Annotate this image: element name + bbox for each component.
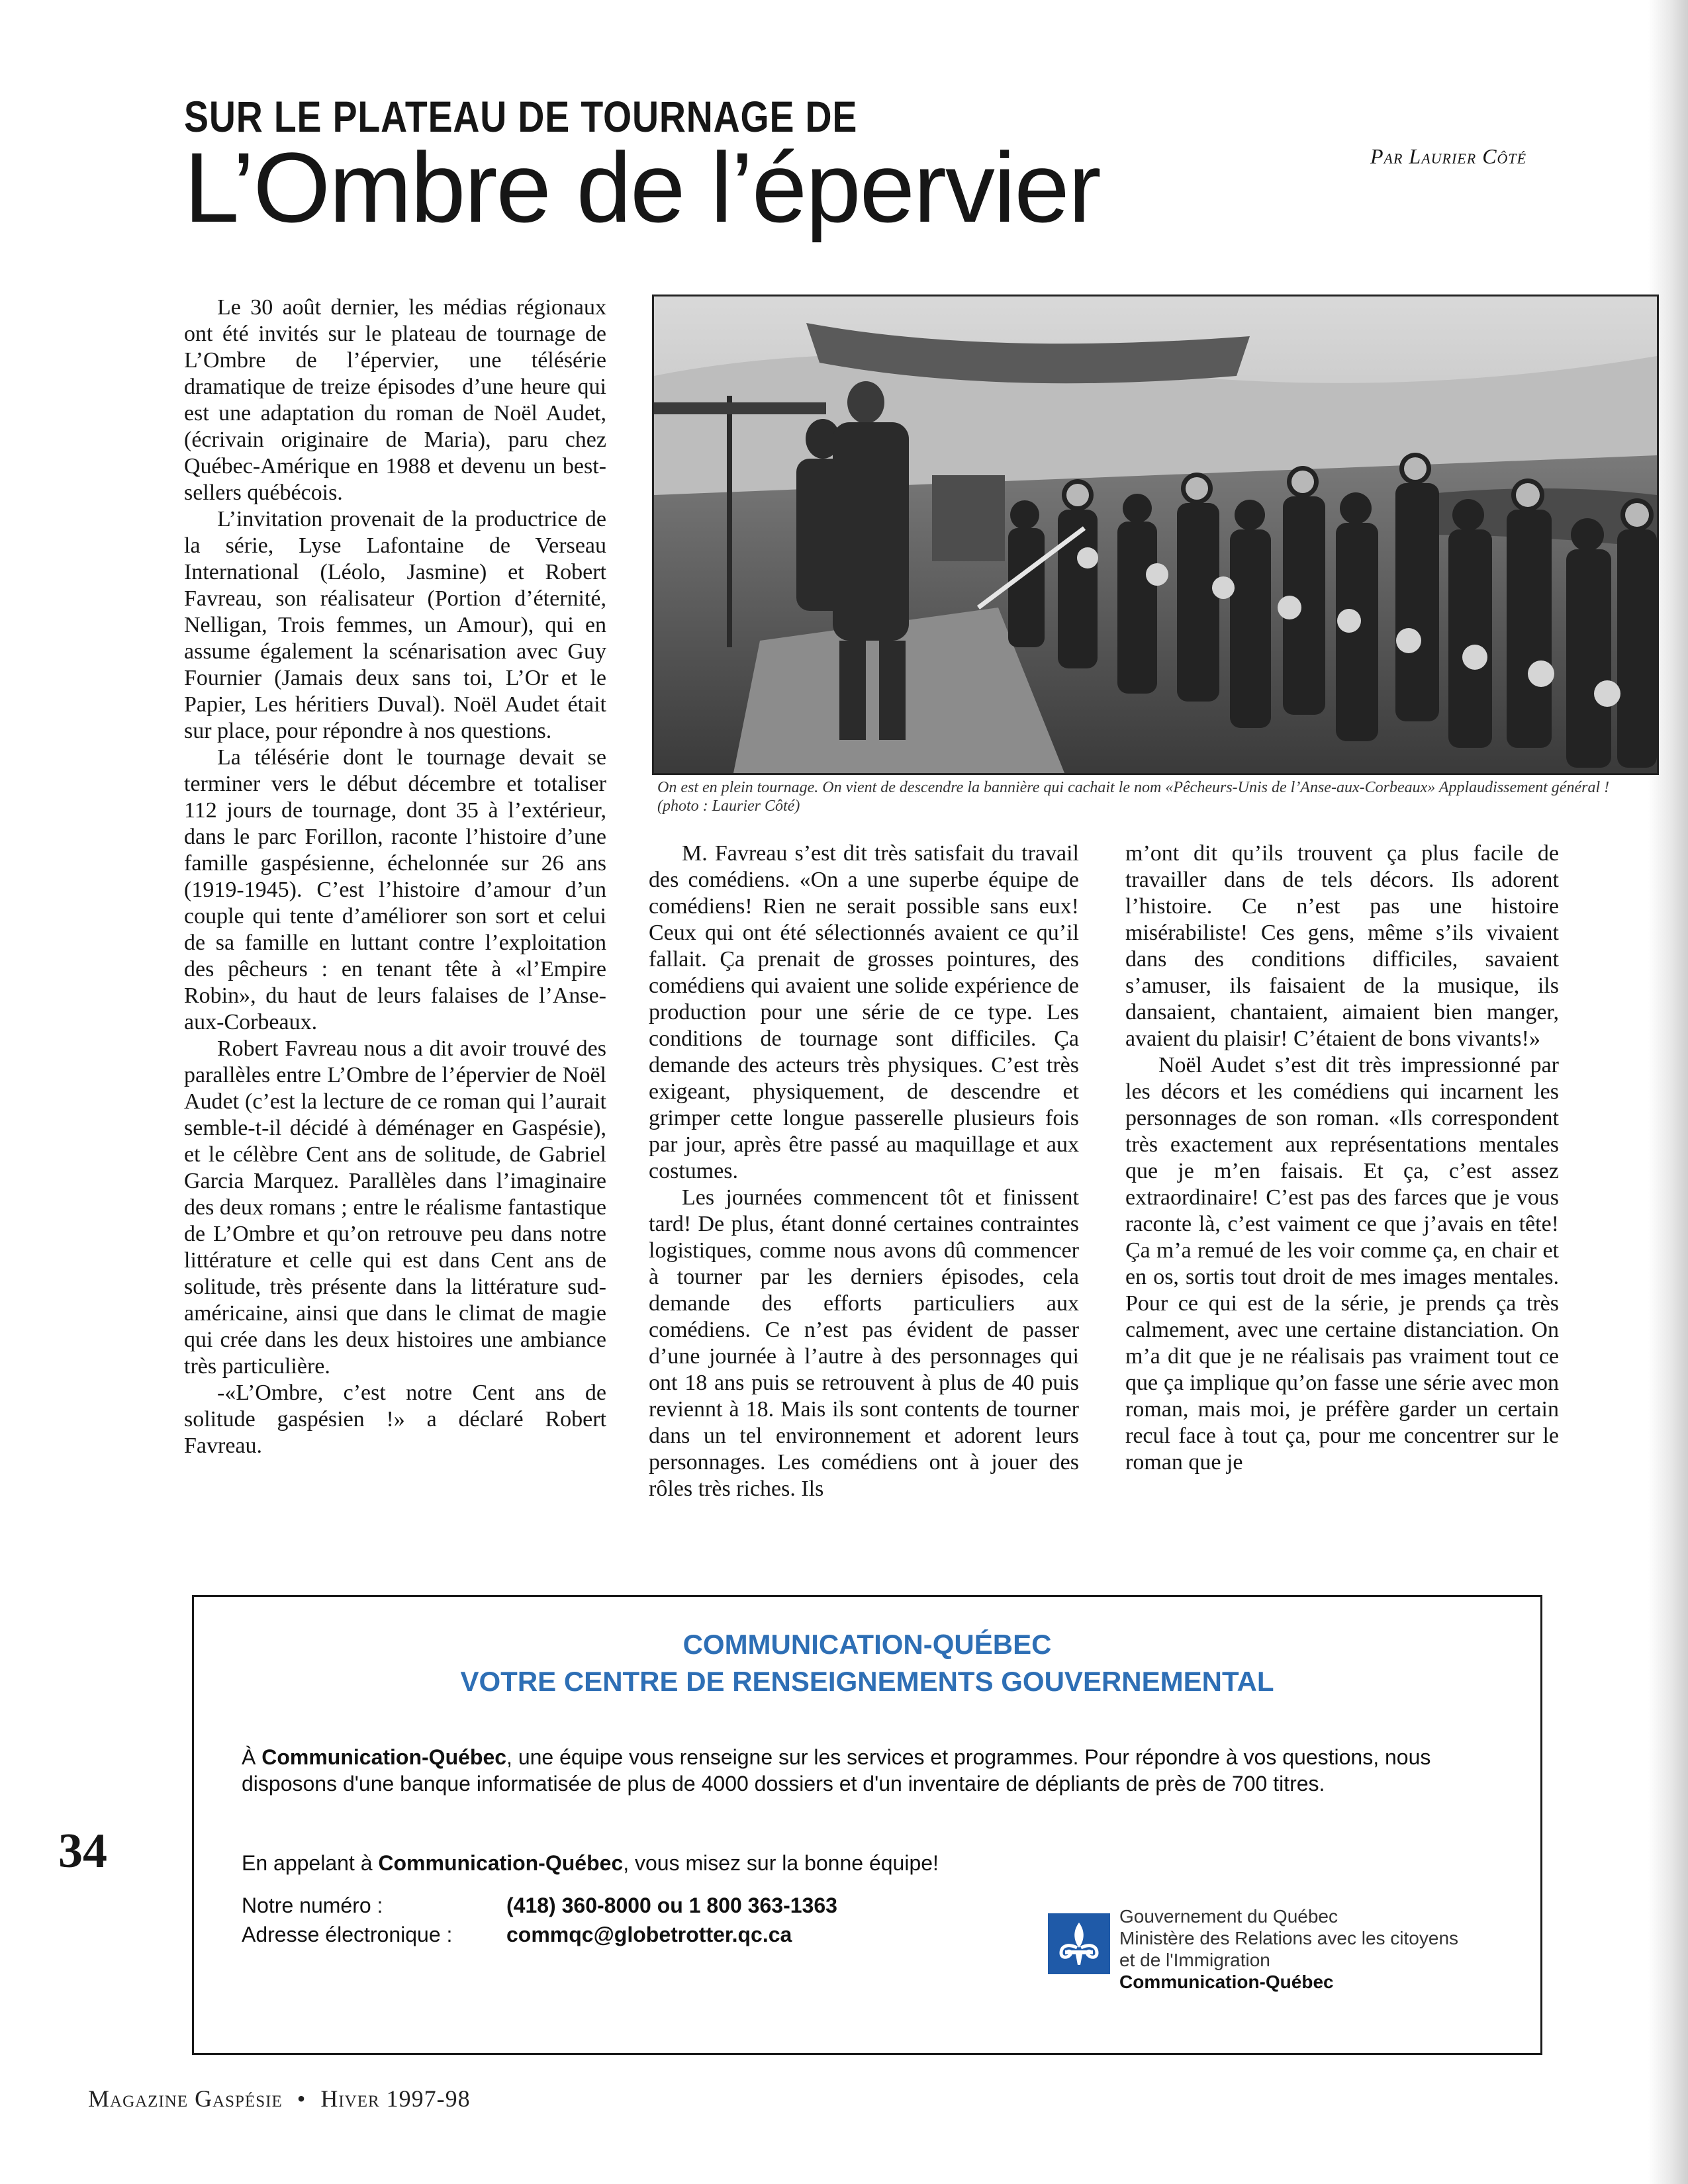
paragraph: M. Favreau s’est dit très satisfait du travail des comédiens. «On a une superbe équipe de comédiens! Rien ne serait possible sans eux! Ceux qui ont été sélectionnés avaient ce qu’il fallait. Ça prenait de grosses pointures, des comédiens qui avaient une solide expérience de production pour une série de ce type. Les conditions de tournage sont difficiles. Ça demande des acteurs très physiques. C’est très exigeant, physiquement, de descendre et grimper cette longue passerelle plusieurs fois par jour, après être passé au maquillage et aux costumes. bbox=[649, 841, 1079, 1183]
article-title: L’Ombre de l’épervier bbox=[184, 132, 1100, 243]
ad-call-rest: , vous misez sur la bonne équipe! bbox=[623, 1851, 939, 1875]
ad-body-text bbox=[242, 1744, 1499, 1797]
article-column-3 bbox=[1125, 841, 1559, 1588]
ad-body-prefix: À bbox=[242, 1745, 262, 1769]
email-row bbox=[242, 1923, 792, 1947]
government-credit bbox=[1119, 1905, 1458, 1993]
ad-subheading: VOTRE CENTRE DE RENSEIGNEMENTS GOUVERNEMENTAL bbox=[460, 1666, 1274, 1697]
article-column-1 bbox=[184, 295, 606, 1585]
email-label: Adresse électronique : bbox=[242, 1923, 453, 1946]
phone-row bbox=[242, 1893, 837, 1918]
film-set-photo bbox=[652, 295, 1659, 775]
ad-call-brand: Communication-Québec bbox=[378, 1851, 624, 1875]
ad-call-prefix: En appelant à bbox=[242, 1851, 379, 1875]
paragraph: Robert Favreau nous a dit avoir trouvé des parallèles entre L’Ombre de l’épervier de Noël Audet (c’est la lecture de ce roman qui l’aurait semble-t-il décidé à déménager en Gaspésie), et le célèbre Cent ans de solitude, de Gabriel Garcia Marquez. Parallèles dans l’imaginaire des deux romans ; entre le réalisme fantastique de L’Ombre et qu’on retrouve peu dans notre littérature et celle qui est dans Cent ans de solitude, très présente dans la littérature sud-américaine, ainsi que dans le climat de magie qui crée dans les deux histoires une ambiance très particulière. bbox=[184, 1036, 606, 1379]
gov-line: Gouvernement du Québec bbox=[1119, 1906, 1338, 1927]
photo-caption: On est en plein tournage. On vient de descendre la bannière qui cachait le nom «Pêcheurs-Unis de l’Anse-aux-Corbeaux» Applaudissement général ! (photo : Laurier Côté) bbox=[657, 779, 1610, 815]
crowd-photo-illustration bbox=[654, 296, 1657, 773]
footer-bullet: • bbox=[297, 2085, 306, 2112]
issue-date: Hiver 1997-98 bbox=[320, 2085, 471, 2112]
paragraph: Noël Audet s’est dit très impressionné par les décors et les comédiens qui incarnent les personnages de son roman. «Ils correspondent très exactement aux représentations mentales que je m’en faisais. Et ça, c’est assez extraordinaire! C’est pas des farces que je vous raconte là, c’est vaiment ce que j’avais en tête! Ça m’a remué de les voir comme ça, en chair et en os, sortis tout droit de mes images mentales. Pour ce qui est de la série, je prends ça très calmement, avec une certaine distanciation. On m’a dit que je ne réalisais pas vraiment tout ce que ça implique qu’on fasse une série avec mon roman, mais moi, je préfère garder un certain recul face à tout ça, pour me concentrer sur le roman que je bbox=[1125, 1053, 1559, 1475]
paragraph: m’ont dit qu’ils trouvent ça plus facile de travailler dans de tels décors. Ils adorent l’histoire. Ce n’est pas une histoire misérabiliste! Ces gens, même s’ils vivaient dans des conditions difficiles, savaient s’amuser, ils faisaient de la musique, ils dansaient, chantaient, aimaient bien manger, avaient du plaisir! C’étaient de bons vivants!» bbox=[1125, 841, 1559, 1051]
magazine-name: Magazine Gaspésie bbox=[88, 2085, 283, 2112]
article-kicker: SUR LE PLATEAU DE TOURNAGE DE bbox=[184, 92, 858, 141]
paragraph: L’invitation provenait de la productrice de la série, Lyse Lafontaine de Verseau International (Léolo, Jasmine) et Robert Favreau, son réalisateur (Portion d’éternité, Nelligan, Trois femmes, un Amour), qui en assume également la scénarisation avec Guy Fournier (Jamais deux sans toi, L’Or et le Papier, Les héritiers Duval). Noël Audet était sur place, pour répondre à nos questions. bbox=[184, 507, 606, 743]
communication-quebec-ad bbox=[192, 1595, 1542, 2055]
article-byline: Par Laurier Côté bbox=[1370, 144, 1527, 168]
ad-body-rest: , une équipe vous renseigne sur les services et programmes. Pour répondre à vos questions, nous disposons d'une banque informatisée de plus de 4000 dossiers et d'un inventaire de dépliants de près de 700 titres. bbox=[242, 1745, 1431, 1796]
phone-label: Notre numéro : bbox=[242, 1893, 383, 1917]
gov-line: et de l'Immigration bbox=[1119, 1950, 1270, 1970]
phone-number: (418) 360-8000 ou 1 800 363-1363 bbox=[506, 1893, 837, 1917]
paragraph: Les journées commencent tôt et finissent tard! De plus, étant donné certaines contraintes logistiques, comme nous avons dû commencer à tourner par les derniers épisodes, cela demande des efforts particuliers aux comédiens. Ce n’est pas évident de passer d’une journée à l’autre à des personnages qui ont 18 ans puis se retrouvent à plus de 40 puis reviennt à 18. Mais ils sont contents de tourner dans un tel environnement et adorent leurs personnages. Les comédiens ont à jouer des rôles très riches. Ils bbox=[649, 1185, 1079, 1501]
paragraph: -«L’Ombre, c’est notre Cent ans de solitude gaspésien !» a déclaré Robert Favreau. bbox=[184, 1381, 606, 1458]
quebec-fleur-de-lis-icon bbox=[1048, 1913, 1110, 1974]
paragraph: La télésérie dont le tournage devait se terminer vers le début décembre et totaliser 112 jours de tournage, dont 35 à l’extérieur, dans le parc Forillon, raconte l’histoire d’une famille gaspésienne, échelonnée sur 26 ans (1919-1945). C’est l’histoire d’amour d’un couple qui tente d’améliorer son sort et celui de sa famille en luttant contre l’exploitation des pêcheurs : en tenant tête à «l’Empire Robin», du haut de leurs falaises de l’Anse-aux-Corbeaux. bbox=[184, 745, 606, 1034]
page-number: 34 bbox=[58, 1824, 107, 1878]
ad-brand-name: Communication-Québec bbox=[261, 1745, 507, 1769]
gov-line: Ministère des Relations avec les citoyens bbox=[1119, 1928, 1459, 1948]
article-column-2 bbox=[649, 841, 1079, 1588]
ad-call-line bbox=[242, 1851, 939, 1876]
ad-heading: COMMUNICATION-QUÉBEC bbox=[682, 1629, 1052, 1660]
email-address: commqc@globetrotter.qc.ca bbox=[506, 1923, 792, 1946]
page-footer bbox=[88, 2085, 471, 2113]
paragraph: Le 30 août dernier, les médias régionaux ont été invités sur le plateau de tournage de L’Ombre de l’épervier, une télésérie dramatique de treize épisodes d’une heure qui est une adaptation du roman de Noël Audet, (écrivain originaire de Maria), paru chez Québec-Amérique en 1988 et devenu un best-sellers québécois. bbox=[184, 295, 606, 505]
gov-line-bold: Communication-Québec bbox=[1119, 1972, 1334, 1992]
